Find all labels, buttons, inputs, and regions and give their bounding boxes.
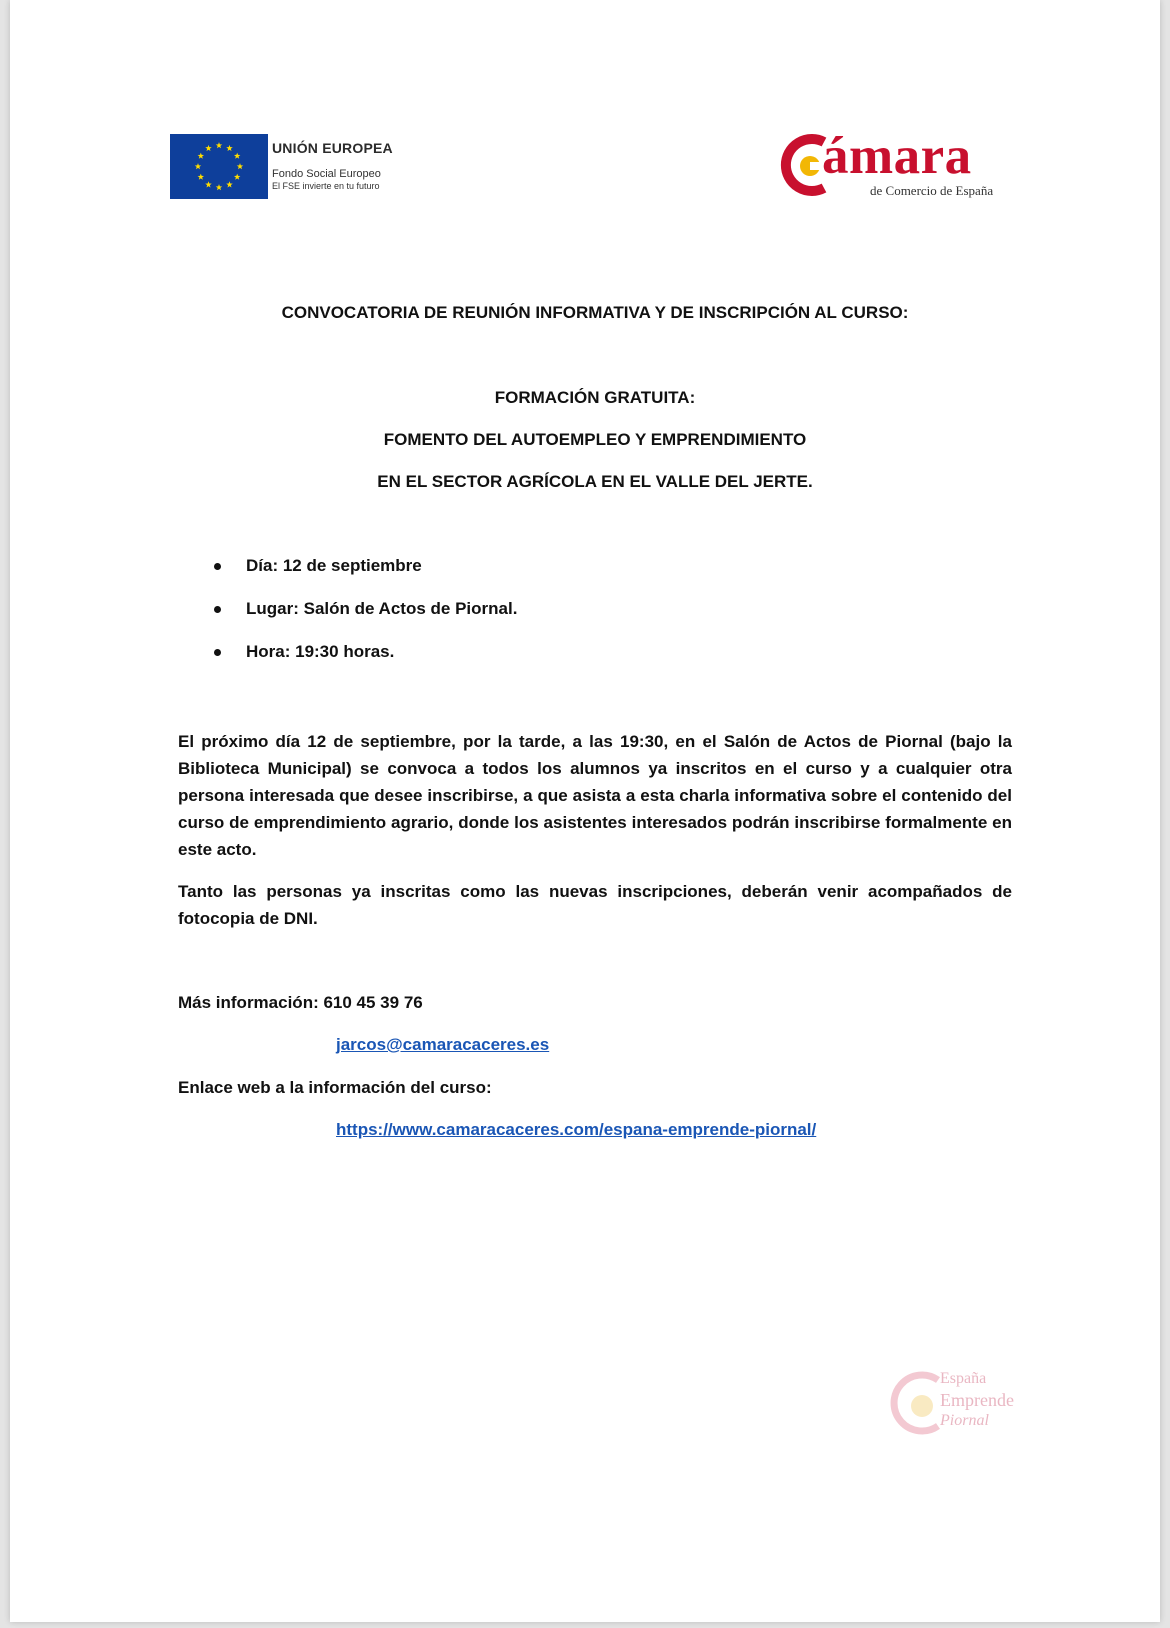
watermark-line-2: Emprende [940, 1390, 1014, 1410]
detail-time: Hora: 19:30 horas. [246, 642, 395, 661]
paragraph-announcement: El próximo día 12 de septiembre, por la tarde, a las 19:30, en el Salón de Actos de Piornal (bajo la Biblioteca Municipal) se convoca a todos los alumnos ya inscritos en el curso y a cualquier otra persona interesada que desee inscribirse, a que asista a esta charla informativa sobre el contenido del curso de emprendimiento agrario, donde los asistentes interesados podrán inscribirse formalmente en este acto. [178, 732, 1012, 859]
watermark-line-3: Piornal [940, 1412, 989, 1429]
more-info-phone: Más información: 610 45 39 76 [178, 993, 423, 1012]
eu-flag-icon [170, 134, 268, 199]
eu-star-icon [234, 153, 240, 159]
course-line-3: EN EL SECTOR AGRÍCOLA EN EL VALLE DEL JERTE. [377, 472, 813, 491]
document-heading: CONVOCATORIA DE REUNIÓN INFORMATIVA Y DE INSCRIPCIÓN AL CURSO: [281, 303, 909, 322]
camara-logo-subtitle: de Comercio de España [870, 183, 994, 198]
email-link[interactable]: jarcos@camaracaceres.es [336, 1035, 550, 1054]
eu-star-icon [198, 174, 204, 180]
eu-logo-subtitle: Fondo Social Europeo [272, 168, 381, 180]
list-item [178, 556, 517, 599]
detail-place: Lugar: Salón de Actos de Piornal. [246, 599, 518, 618]
eu-logo-title: UNIÓN EUROPEA [272, 140, 393, 156]
eu-star-icon [216, 184, 222, 190]
bullet-icon [214, 606, 221, 613]
web-link-label: Enlace web a la información del curso: [178, 1078, 492, 1097]
eu-star-icon [205, 145, 211, 151]
eu-star-icon [205, 181, 211, 187]
course-line-1: FORMACIÓN GRATUITA: [494, 388, 696, 407]
watermark-line-1: España [940, 1370, 987, 1387]
list-item [178, 642, 517, 685]
paragraph-requirements: Tanto las personas ya inscritas como las nuevas inscripciones, deberán venir acompañados de fotocopia de DNI. [178, 882, 1012, 928]
eu-star-icon [216, 142, 222, 148]
course-line-2: FOMENTO DEL AUTOEMPLEO Y EMPRENDIMIENTO [383, 430, 807, 449]
eu-star-icon [195, 163, 201, 169]
bullet-icon [214, 563, 221, 570]
espana-emprende-watermark [890, 1368, 1014, 1443]
eu-star-icon [226, 145, 232, 151]
camara-logo-word: ámara [822, 127, 972, 185]
eu-star-icon [226, 181, 232, 187]
eu-star-icon [198, 153, 204, 159]
eu-star-icon [237, 163, 243, 169]
document-page [10, 0, 1160, 1622]
eu-logo-tagline: El FSE invierte en tu futuro [272, 181, 380, 191]
details-list [178, 556, 517, 685]
bullet-icon [214, 649, 221, 656]
list-item [178, 599, 517, 642]
course-web-link[interactable]: https://www.camaracaceres.com/espana-emprende-piornal/ [336, 1120, 817, 1139]
eu-star-icon [234, 174, 240, 180]
detail-date: Día: 12 de septiembre [246, 556, 422, 575]
